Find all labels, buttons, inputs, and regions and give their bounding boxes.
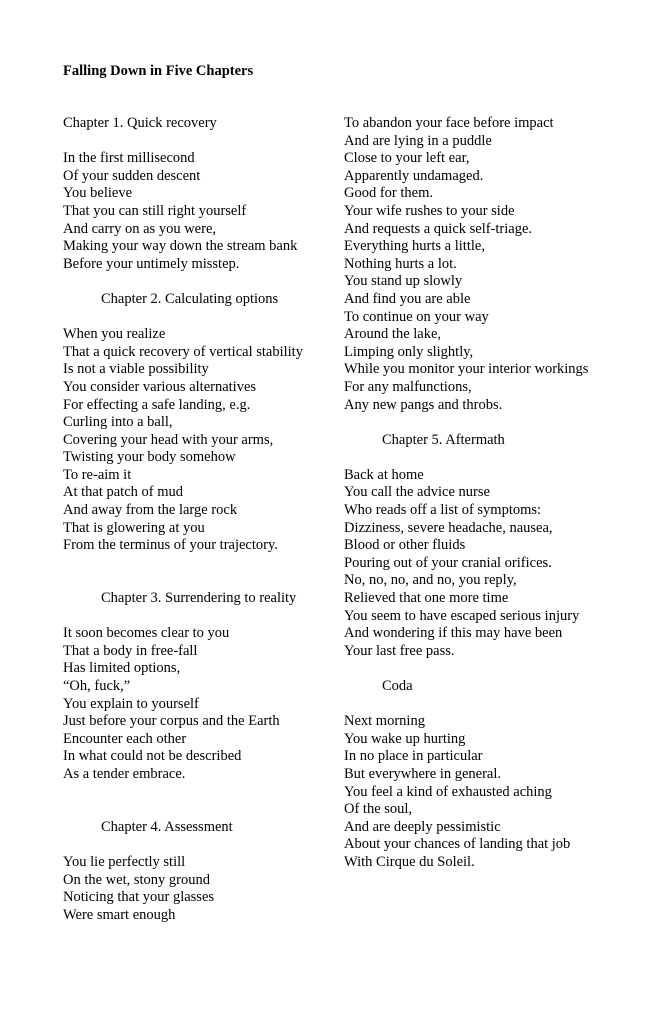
stanza-gap	[344, 660, 644, 678]
poem-line: Relieved that one more time	[344, 590, 509, 607]
poem-line: For any malfunctions,	[344, 378, 472, 395]
poem-line: It soon becomes clear to you	[63, 625, 230, 642]
poem-line: You stand up slowly	[344, 273, 463, 290]
poem-line: On the wet, stony ground	[63, 871, 210, 888]
poem-line: At that patch of mud	[63, 484, 184, 501]
poem-line: You believe	[63, 185, 133, 202]
poem-line: Limping only slightly,	[344, 343, 474, 360]
chapter-4-stanza	[63, 854, 333, 924]
stanza-gap	[63, 555, 333, 573]
poem-line: And carry on as you were,	[63, 220, 217, 237]
poem-line: Curling into a ball,	[63, 414, 173, 431]
stanza-gap	[63, 608, 333, 626]
poem-line: Just before your corpus and the Earth	[63, 713, 280, 730]
stanza-gap	[63, 309, 333, 327]
poem-line: You feel a kind of exhausted aching	[344, 783, 552, 800]
chapter-5-stanza	[344, 467, 644, 661]
poem-line: In no place in particular	[344, 748, 483, 765]
poem-line: In the first millisecond	[63, 150, 195, 167]
poem-line: You explain to yourself	[63, 695, 199, 712]
poem-line: Encounter each other	[63, 730, 187, 747]
chapter-1-heading: Chapter 1. Quick recovery	[63, 115, 217, 131]
poem-line: That a body in free-fall	[63, 642, 198, 659]
poem-line: Pouring out of your cranial orifices.	[344, 554, 552, 571]
stanza-gap	[344, 414, 644, 432]
poem-line: You call the advice nurse	[344, 484, 490, 501]
stanza-gap	[63, 572, 333, 590]
poem-line: Were smart enough	[63, 906, 176, 923]
poem-line: Apparently undamaged.	[344, 167, 484, 184]
poem-line: From the terminus of your trajectory.	[63, 537, 278, 554]
poem-line: Your last free pass.	[344, 642, 455, 659]
poem-line: And find you are able	[344, 290, 471, 307]
poem-line: And requests a quick self-triage.	[344, 220, 533, 237]
poem-line: You wake up hurting	[344, 730, 466, 747]
chapter-3-heading: Chapter 3. Surrendering to reality	[101, 590, 297, 607]
poem-title: Falling Down in Five Chapters	[63, 63, 254, 79]
poem-line: Back at home	[344, 466, 424, 483]
poem-line: Covering your head with your arms,	[63, 431, 274, 448]
right-column	[344, 115, 644, 872]
poem-line: To re-aim it	[63, 466, 132, 483]
stanza-gap	[344, 696, 644, 714]
poem-line: And are lying in a puddle	[344, 132, 492, 149]
poem-line: Close to your left ear,	[344, 150, 470, 167]
poem-line: Twisting your body somehow	[63, 449, 236, 466]
poem-line: Around the lake,	[344, 326, 442, 343]
poem-line: Of the soul,	[344, 801, 413, 818]
chapter-5-heading: Chapter 5. Aftermath	[382, 431, 505, 448]
poem-line: “Oh, fuck,”	[63, 678, 131, 694]
stanza-gap	[63, 836, 333, 854]
chapter-3-stanza	[63, 625, 333, 783]
poem-line: Making your way down the stream bank	[63, 238, 298, 255]
poem-line: For effecting a safe landing, e.g.	[63, 396, 251, 413]
chapter-2-stanza	[63, 326, 333, 555]
poem-line: And wondering if this may have been	[344, 625, 563, 642]
poem-line: With Cirque du Soleil.	[344, 853, 475, 870]
poem-line: To continue on your way	[344, 308, 489, 325]
poem-line: And away from the large rock	[63, 502, 238, 519]
poem-line: About your chances of landing that job	[344, 836, 571, 853]
poem-line: That a quick recovery of vertical stability	[63, 343, 303, 360]
poem-line: As a tender embrace.	[63, 765, 186, 782]
left-column	[63, 115, 333, 924]
poem-line: Your wife rushes to your side	[344, 202, 515, 219]
poem-line: Any new pangs and throbs.	[344, 396, 503, 413]
chapter-2-heading: Chapter 2. Calculating options	[101, 290, 279, 307]
poem-line: You consider various alternatives	[63, 378, 257, 395]
poem-line: No, no, no, and no, you reply,	[344, 572, 517, 589]
poem-line: Dizziness, severe headache, nausea,	[344, 519, 553, 536]
poem-line: Next morning	[344, 713, 425, 730]
poem-line: Noticing that your glasses	[63, 889, 215, 906]
poem-line: And are deeply pessimistic	[344, 818, 501, 835]
stanza-gap	[63, 133, 333, 151]
poem-line: But everywhere in general.	[344, 765, 502, 782]
poem-line: Before your untimely misstep.	[63, 255, 240, 272]
poem-line: Has limited options,	[63, 660, 181, 677]
poem-line: Good for them.	[344, 185, 433, 202]
coda-stanza	[344, 713, 644, 871]
poem-line: Is not a viable possibility	[63, 361, 209, 378]
poem-line: You seem to have escaped serious injury	[344, 607, 580, 624]
poem-line: While you monitor your interior workings	[344, 361, 589, 378]
coda-heading: Coda	[382, 678, 413, 694]
stanza-gap	[63, 784, 333, 802]
poem-line: Who reads off a list of symptoms:	[344, 502, 542, 519]
chapter-1-stanza	[63, 150, 333, 273]
chapter-4-continued-stanza	[344, 115, 644, 414]
poem-line: To abandon your face before impact	[344, 115, 554, 131]
stanza-gap	[63, 273, 333, 291]
poem-line: That is glowering at you	[63, 519, 205, 536]
poem-line: When you realize	[63, 326, 166, 343]
poem-line: Everything hurts a little,	[344, 238, 485, 255]
poem-line: In what could not be described	[63, 748, 242, 765]
poem-line: You lie perfectly still	[63, 853, 186, 870]
stanza-gap	[63, 801, 333, 819]
poem-line: Nothing hurts a lot.	[344, 255, 457, 272]
stanza-gap	[344, 449, 644, 467]
poem-line: Of your sudden descent	[63, 167, 201, 184]
poem-line: That you can still right yourself	[63, 202, 247, 219]
chapter-4-heading: Chapter 4. Assessment	[101, 818, 233, 835]
poem-line: Blood or other fluids	[344, 537, 466, 554]
